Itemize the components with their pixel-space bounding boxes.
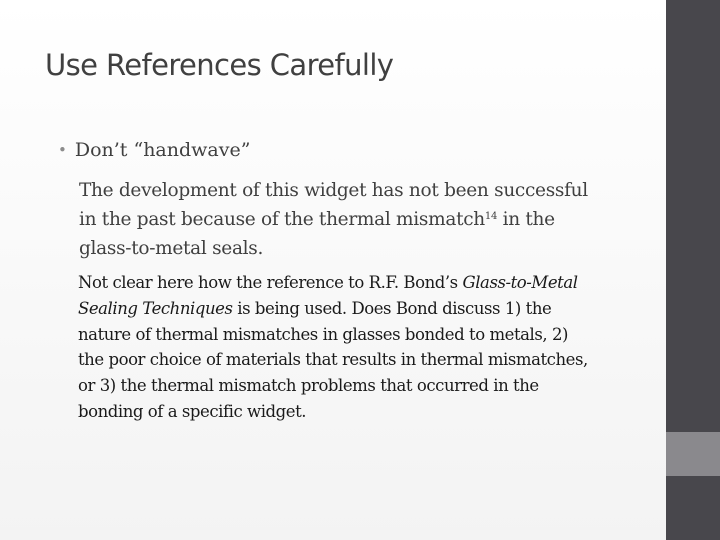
bullet-item [58,139,250,161]
comment-text-part-2: is being used. Does Bond discuss 1) the nature of thermal mismatches in glasses bonded to metals, 2) the poor choice of materials that results in thermal mismatches, or 3) the thermal mismatch problems that occurred in the bonding of a specific widget. [78,298,588,421]
sidebar-lower-block [666,476,720,540]
reviewer-comment [78,270,598,425]
comment-text-part-1: Not clear here how the reference to R.F. Bond’s [78,273,463,292]
example-text-before-reference: The development of this widget has not been successful in the past because of the thermal mismatch [79,180,588,230]
slide-title: Use References Carefully [45,48,394,82]
reference-superscript: 14 [484,211,498,222]
decorative-sidebar [666,0,720,540]
sidebar-accent-block [666,432,720,476]
bullet-marker-icon: • [58,141,67,159]
example-sentence [79,176,599,263]
sidebar-upper-block [666,0,720,432]
example-text-after-reference: in the glass-to-metal seals. [79,209,555,259]
bullet-text: Don’t “handwave” [74,139,251,161]
book-title: Glass-to-Metal Sealing Techniques [78,273,578,318]
